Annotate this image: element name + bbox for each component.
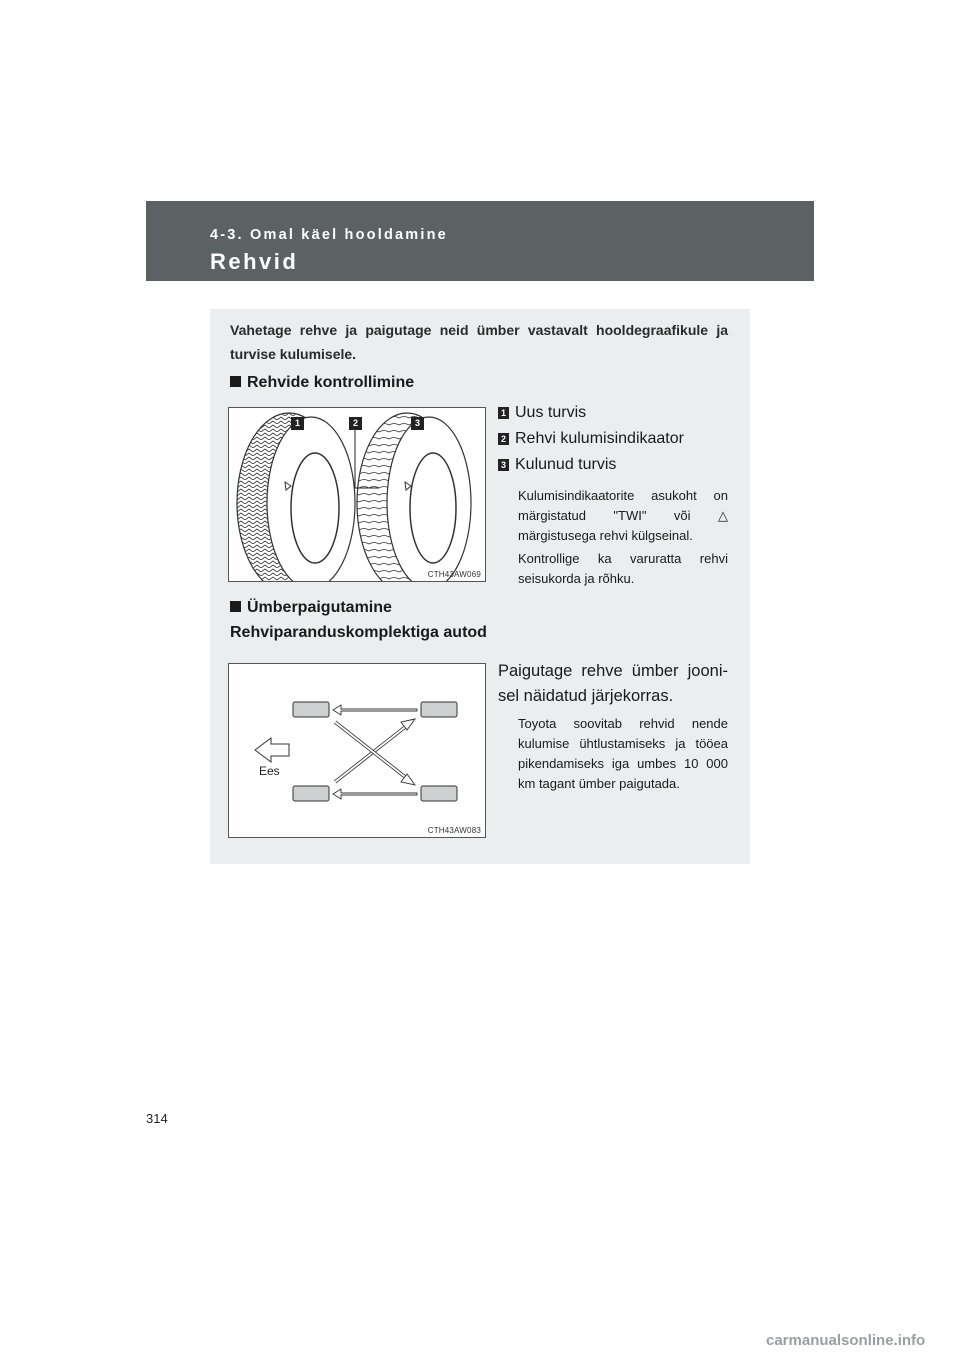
intro-text: Vahetage rehve ja paigutage neid ümber vastavalt hooldegraafikule ja turvise kulumisele. xyxy=(230,322,728,362)
figure-badge-3: 3 xyxy=(411,417,424,430)
wear-indicator-note: Kulumisindikaatorite asukoht on märgistatud "TWI" või △ märgistusega rehvi külgseinal. xyxy=(518,488,728,543)
number-badge: 2 xyxy=(498,433,509,445)
list-item xyxy=(498,456,616,474)
rotation-heading xyxy=(230,599,392,617)
section-label: 4-3. Omal käel hooldamine xyxy=(210,227,448,243)
square-bullet-icon xyxy=(230,376,241,387)
inspection-heading xyxy=(230,374,414,392)
rotation-note: Toyota soovitab rehvid nende kulumise ühtlustamiseks ja tööea pikendamiseks iga umbes 10 000 km tagant ümber paigutada. xyxy=(518,716,728,791)
rotation-heading-text: Ümberpaigutamine xyxy=(247,599,392,616)
figure-code: CTH43AW083 xyxy=(427,826,481,835)
spare-tire-note: Kontrollige ka varuratta rehvi seisukorda ja rõhku. xyxy=(518,551,728,586)
rotation-instruction: Paigutage rehve ümber jooni-sel näidatud järjekorras. xyxy=(498,662,728,705)
inspection-heading-text: Rehvide kontrollimine xyxy=(247,374,415,391)
number-badge: 1 xyxy=(498,407,509,419)
figure-badge-2: 2 xyxy=(349,417,362,430)
tire-wear-figure xyxy=(228,407,486,582)
rotation-subheading: Rehviparanduskomplektiga autod xyxy=(230,624,487,641)
list-item xyxy=(498,430,684,448)
list-item-label: Uus turvis xyxy=(515,404,587,421)
chapter-header xyxy=(146,201,814,281)
number-badge: 3 xyxy=(498,459,509,471)
figure-badge-1: 1 xyxy=(291,417,304,430)
tire-wear-illustration xyxy=(229,408,485,581)
page-number: 314 xyxy=(146,1111,168,1126)
watermark: carmanualsonline.info xyxy=(766,1332,926,1349)
square-bullet-icon xyxy=(230,601,241,612)
front-label: Ees xyxy=(259,764,280,778)
list-item xyxy=(498,404,586,422)
figure-code: CTH43AW069 xyxy=(427,570,481,579)
list-item-label: Rehvi kulumisindikaator xyxy=(515,430,684,447)
page-title: Rehvid xyxy=(210,249,299,274)
list-item-label: Kulunud turvis xyxy=(515,456,617,473)
rotation-diagram xyxy=(229,664,485,837)
tire-rotation-figure xyxy=(228,663,486,838)
